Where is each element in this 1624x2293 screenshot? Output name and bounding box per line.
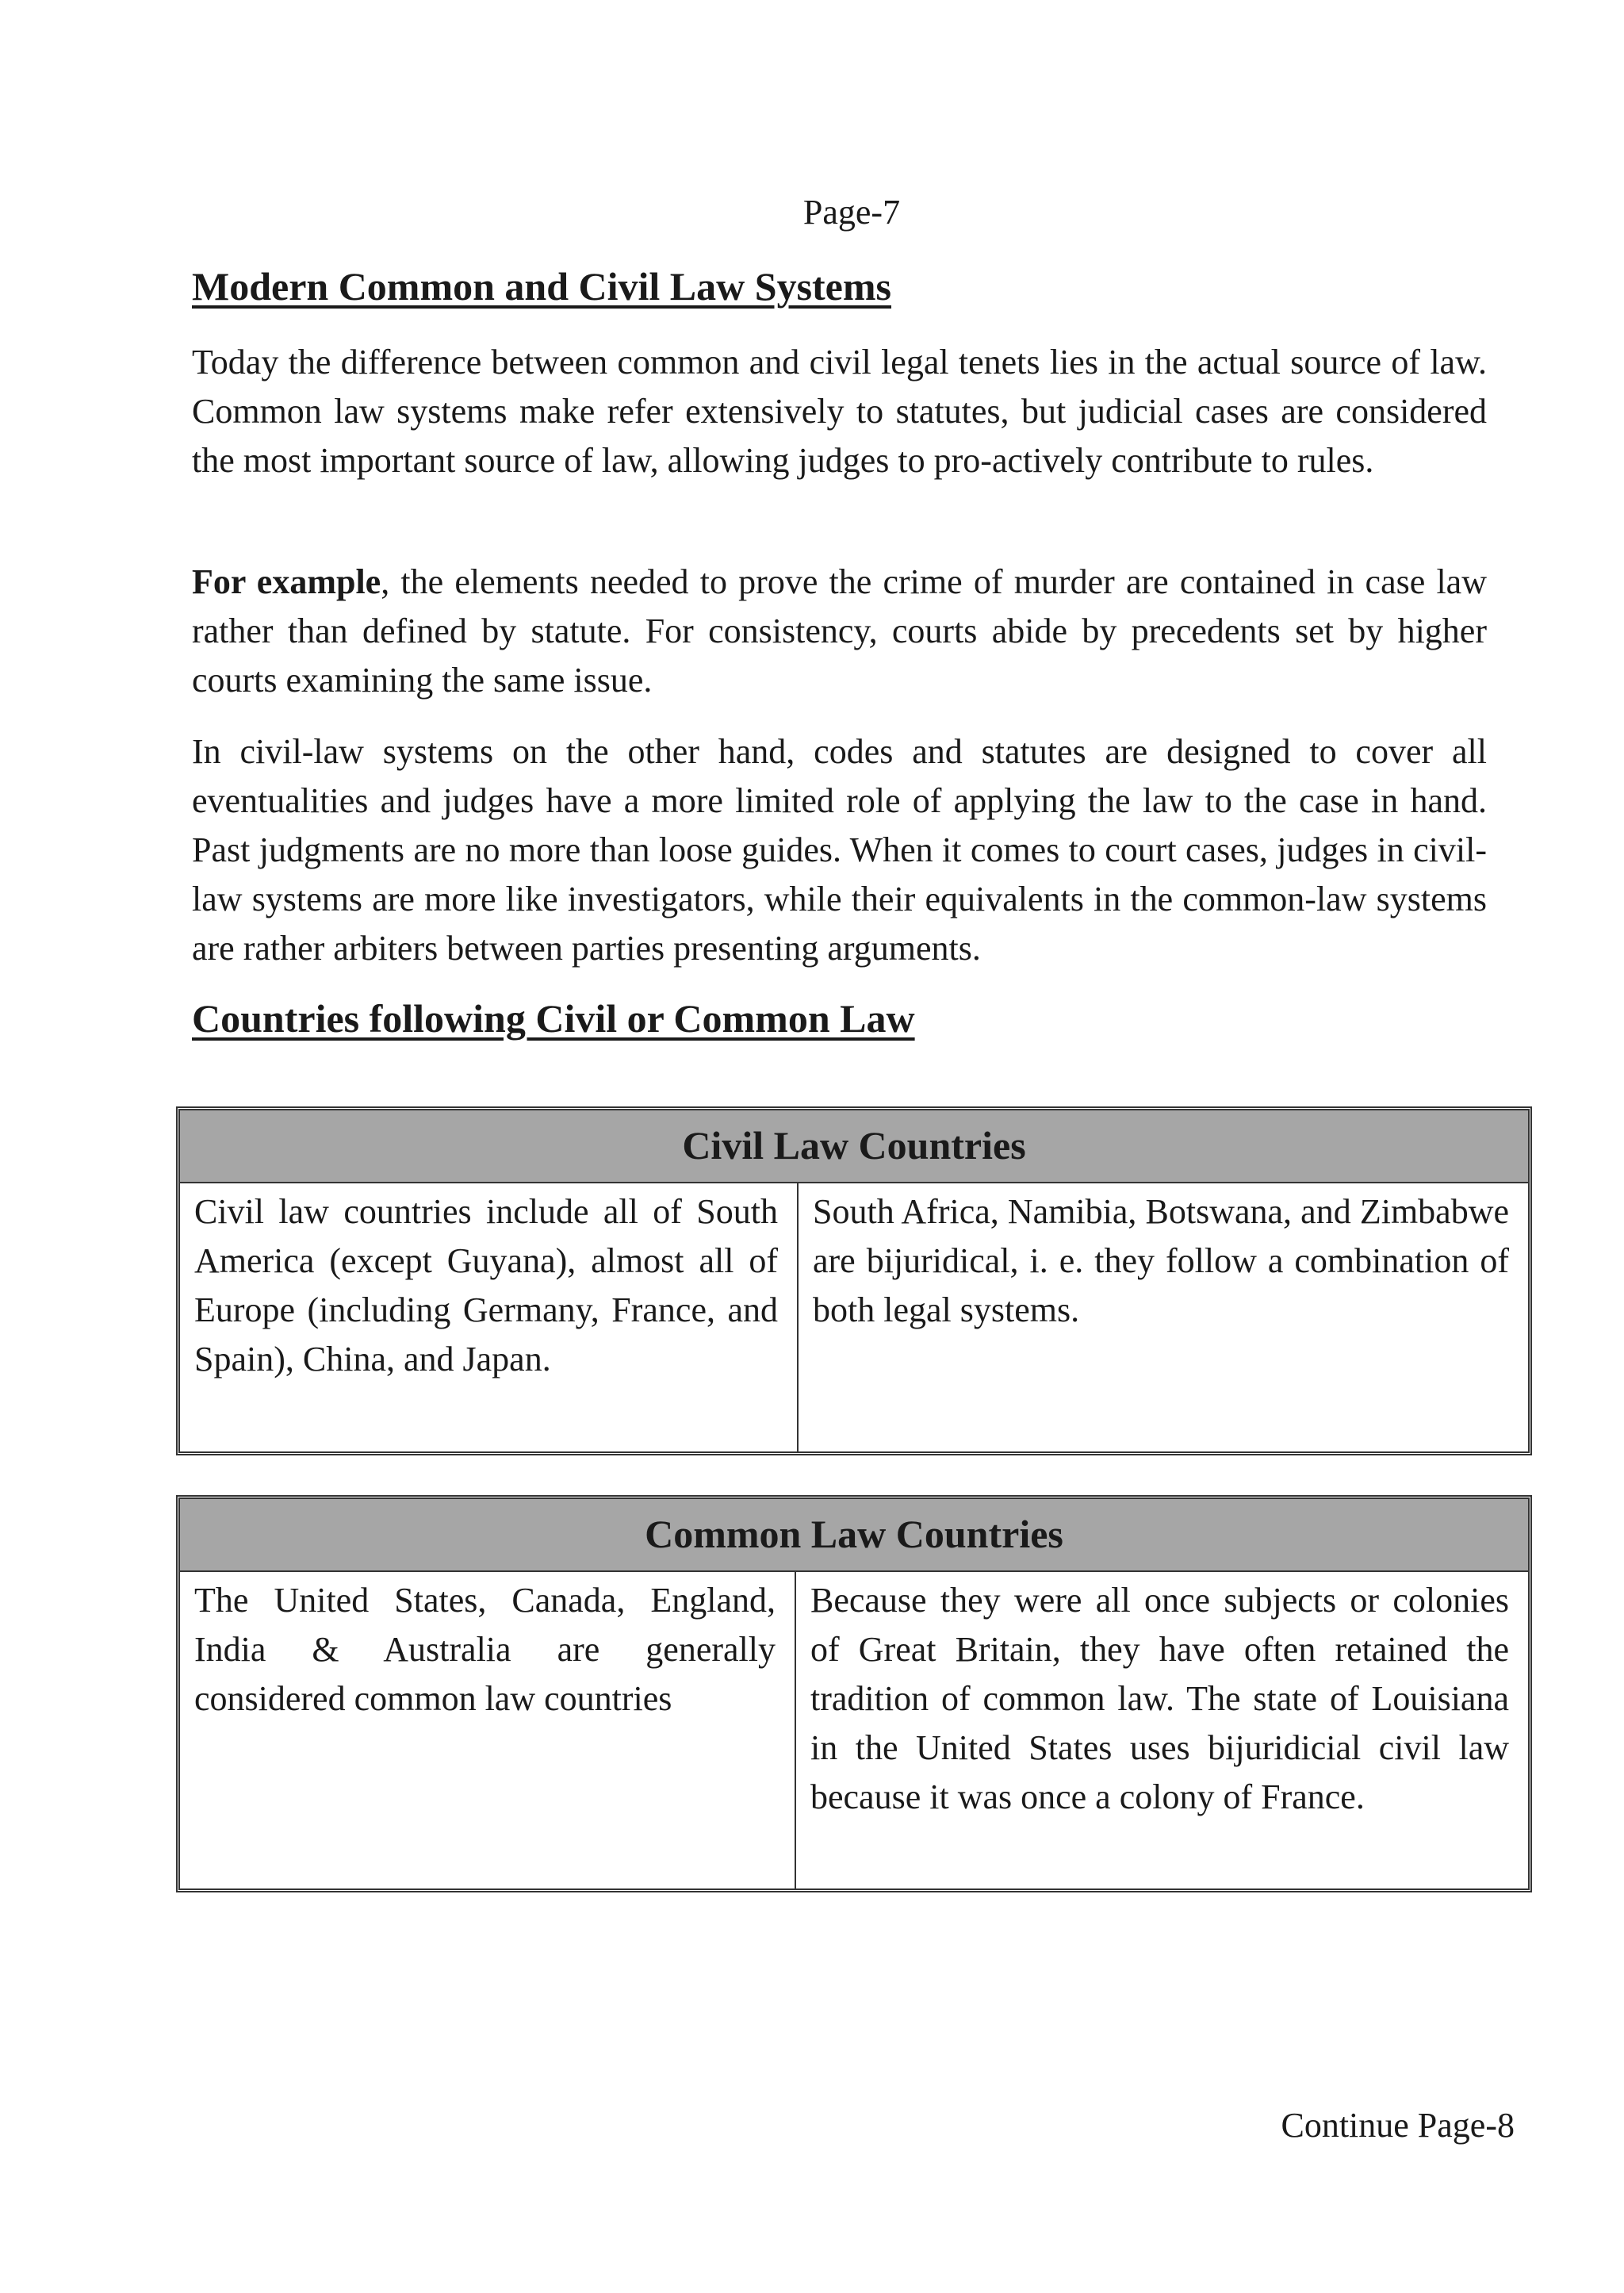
civil-law-table-row (180, 1183, 1528, 1451)
bijuridical-countries-cell: South Africa, Namibia, Botswana, and Zimbabwe are bijuridical, i. e. they follow a combination of both legal systems. (813, 1192, 1509, 1329)
common-law-countries-cell: The United States, Canada, England, India & Australia are generally considered common law countries (180, 1572, 796, 1888)
paragraph-example (192, 558, 1487, 705)
continue-note: Continue Page-8 (1281, 2106, 1515, 2145)
page-number: Page-7 (802, 193, 901, 232)
section-heading-countries: Countries following Civil or Common Law (192, 996, 915, 1041)
example-label: For example (192, 562, 381, 601)
common-law-table (176, 1495, 1532, 1892)
section-heading-modern-systems: Modern Common and Civil Law Systems (192, 264, 891, 309)
example-text: , the elements needed to prove the crime of murder are contained in case law rather than defined by statute. For consistency, courts abide by precedents set by higher courts examining the same issue. (192, 562, 1487, 700)
civil-law-table-header: Civil Law Countries (180, 1110, 1528, 1183)
paragraph-source-of-law: Today the difference between common and civil legal tenets lies in the actual source of law. Common law systems make refer extensively to statutes, but judicial cases are considered the most important source of law, allowing judges to pro-actively contribute to rules. (192, 343, 1487, 480)
common-law-table-row (180, 1572, 1528, 1888)
common-law-explanation-cell: Because they were all once subjects or colonies of Great Britain, they have often retained the tradition of common law. The state of Louisiana in the United States uses bijuridicial civil law because it was once a colony of France. (810, 1581, 1509, 1816)
civil-law-table (176, 1106, 1532, 1455)
paragraph-civil-law-systems: In civil-law systems on the other hand, codes and statutes are designed to cover all eventualities and judges have a more limited role of applying the law to the case in hand. Past judgments are no more than loose guides. When it comes to court cases, judges in civil-law systems are more like investigators, while their equivalents in the common-law systems are rather arbiters between parties presenting arguments. (192, 732, 1487, 968)
common-law-table-header: Common Law Countries (180, 1499, 1528, 1572)
civil-law-countries-cell: Civil law countries include all of South America (except Guyana), almost all of Europe (including Germany, France, and Spain), China, and Japan. (180, 1183, 799, 1451)
